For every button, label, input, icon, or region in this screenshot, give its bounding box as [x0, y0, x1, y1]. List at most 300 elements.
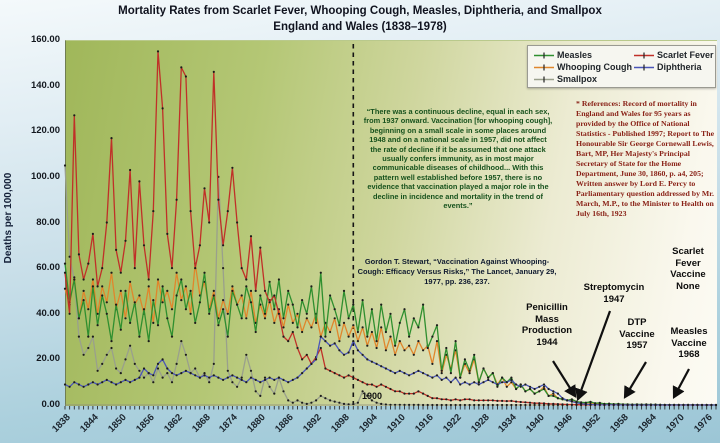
data-point [487, 399, 489, 401]
data-point [73, 114, 75, 116]
data-point [380, 383, 382, 385]
data-point [227, 336, 229, 338]
event-label-measles-vaccine-1968 [671, 326, 708, 361]
data-point [650, 404, 652, 406]
data-point [106, 354, 108, 356]
legend-marker-icon [534, 63, 554, 72]
data-point [194, 267, 196, 269]
data-point [482, 399, 484, 401]
data-point [338, 374, 340, 376]
legend-marker-icon [534, 51, 554, 60]
data-point [92, 278, 94, 280]
data-point [348, 317, 350, 319]
data-point [510, 404, 512, 406]
data-point [124, 317, 126, 319]
legend-label: Whooping Cough [557, 62, 632, 72]
data-point [431, 377, 433, 379]
legend-label: Smallpox [557, 74, 598, 84]
data-point [250, 235, 252, 237]
data-point [455, 340, 457, 342]
data-point [236, 221, 238, 223]
data-point [459, 404, 461, 406]
data-point [538, 390, 540, 392]
data-point [87, 347, 89, 349]
chart-title-line1: Mortality Rates from Scarlet Fever, Whooping Cough, Measles, Diphtheria, and Smallpox [118, 5, 602, 17]
data-point [380, 304, 382, 306]
data-point [185, 75, 187, 77]
data-point [106, 379, 108, 381]
y-tick-label: 0.00 [41, 399, 60, 410]
data-point [143, 244, 145, 246]
data-point [641, 404, 643, 406]
data-point [366, 345, 368, 347]
data-point [92, 381, 94, 383]
data-point [403, 372, 405, 374]
data-point [152, 381, 154, 383]
data-point [538, 402, 540, 404]
data-point [143, 308, 145, 310]
data-point [450, 399, 452, 401]
data-point [366, 383, 368, 385]
data-point [510, 400, 512, 402]
data-point [399, 322, 401, 324]
event-label-line: Measles [670, 326, 708, 337]
data-point [78, 336, 80, 338]
data-point [282, 379, 284, 381]
data-point [157, 278, 159, 280]
data-point [273, 294, 275, 296]
data-point [408, 374, 410, 376]
y-tick-label: 60.00 [36, 262, 60, 274]
data-point [376, 363, 378, 365]
data-point [496, 383, 498, 385]
data-point [273, 322, 275, 324]
data-point [203, 187, 205, 189]
data-point [64, 288, 66, 290]
data-point [464, 358, 466, 360]
data-point [245, 381, 247, 383]
data-point [310, 285, 312, 287]
data-point [162, 285, 164, 287]
data-point [134, 267, 136, 269]
data-point [529, 386, 531, 388]
data-point [92, 285, 94, 287]
data-point [496, 400, 498, 402]
data-point [241, 267, 243, 269]
data-point [264, 313, 266, 315]
data-point [394, 354, 396, 356]
data-point [138, 294, 140, 296]
data-point [292, 304, 294, 306]
x-tick-label: 1958 [608, 412, 631, 435]
data-point [506, 386, 508, 388]
data-point [282, 390, 284, 392]
data-point [408, 404, 410, 406]
event-label-line: Production [521, 325, 573, 337]
data-point [287, 381, 289, 383]
event-label-line: Scarlet [672, 246, 704, 257]
data-point [73, 278, 75, 280]
data-point [399, 390, 401, 392]
data-point [287, 290, 289, 292]
data-point [69, 313, 71, 315]
data-point [645, 404, 647, 406]
data-point [352, 403, 354, 405]
data-point [469, 398, 471, 400]
data-point [306, 367, 308, 369]
data-point [366, 358, 368, 360]
data-point [97, 285, 99, 287]
data-point [394, 404, 396, 406]
data-point [492, 399, 494, 401]
data-point [515, 388, 517, 390]
x-tick-label: 1916 [412, 412, 436, 435]
data-point [445, 377, 447, 379]
data-point [464, 404, 466, 406]
data-point [217, 199, 219, 201]
data-point [385, 386, 387, 388]
data-point [278, 377, 280, 379]
data-point [120, 272, 122, 274]
data-point [227, 210, 229, 212]
data-point [589, 401, 591, 403]
data-point [64, 272, 66, 274]
event-label-line: Fever [675, 257, 701, 269]
data-point [445, 398, 447, 400]
data-point [110, 137, 112, 139]
event-label-line: Vaccine [670, 269, 706, 281]
data-point [185, 308, 187, 310]
data-point [199, 301, 201, 303]
data-point [148, 285, 150, 287]
data-point [487, 404, 489, 406]
data-point [654, 404, 656, 406]
data-point [217, 377, 219, 379]
data-point [152, 322, 154, 324]
data-point [324, 336, 326, 338]
data-point [269, 301, 271, 303]
data-point [403, 308, 405, 310]
data-point [469, 404, 471, 406]
data-point [162, 358, 164, 360]
data-point [73, 276, 75, 278]
data-point [227, 313, 229, 315]
data-point [222, 379, 224, 381]
data-point [501, 381, 503, 383]
data-point [482, 404, 484, 406]
data-point [529, 402, 531, 404]
data-point [431, 404, 433, 406]
data-point [129, 381, 131, 383]
data-point [403, 393, 405, 395]
data-point [301, 372, 303, 374]
data-point [408, 336, 410, 338]
data-point [348, 403, 350, 405]
data-point [431, 363, 433, 365]
data-point [301, 358, 303, 360]
data-point [296, 326, 298, 328]
quote-attribution: Gordon T. Stewart, “Vaccination Against Whooping-Cough: Efficacy Versus Risks,” The Lancet, January 29, 1977, pp. 236, 237. [357, 257, 557, 286]
y-tick-label: 80.00 [36, 216, 60, 228]
data-point [157, 367, 159, 369]
x-tick-label: 1946 [552, 412, 575, 435]
data-point [315, 399, 317, 401]
data-point [264, 290, 266, 292]
data-point [520, 404, 522, 406]
data-point [403, 349, 405, 351]
data-point [343, 377, 345, 379]
data-point [534, 393, 536, 395]
data-point [501, 404, 503, 406]
data-point [575, 404, 577, 406]
data-point [478, 399, 480, 401]
x-tick-label: 1892 [301, 412, 324, 435]
data-point [110, 340, 112, 342]
data-point [124, 240, 126, 242]
data-point [417, 390, 419, 392]
x-tick-label: 1904 [356, 412, 380, 435]
data-point [320, 336, 322, 338]
data-point [534, 402, 536, 404]
data-point [348, 374, 350, 376]
data-point [148, 372, 150, 374]
data-point [231, 290, 233, 292]
data-point [334, 372, 336, 374]
data-point [450, 381, 452, 383]
data-point [627, 404, 629, 406]
data-point [110, 347, 112, 349]
data-point [678, 404, 680, 406]
data-point [524, 404, 526, 406]
data-point [97, 370, 99, 372]
data-point [101, 285, 103, 287]
data-point [306, 317, 308, 319]
event-label-line: Penicillin [526, 302, 568, 313]
data-point [278, 313, 280, 315]
data-point [287, 304, 289, 306]
data-point [97, 383, 99, 385]
legend-item-measles [534, 50, 632, 60]
data-point [422, 349, 424, 351]
data-point [585, 403, 587, 405]
data-point [176, 374, 178, 376]
data-point [180, 66, 182, 68]
data-point [464, 398, 466, 400]
data-point [348, 336, 350, 338]
data-point [445, 404, 447, 406]
data-point [389, 370, 391, 372]
data-point [371, 308, 373, 310]
legend-marker-icon [634, 51, 654, 60]
data-point [73, 381, 75, 383]
data-point [357, 379, 359, 381]
data-point [464, 381, 466, 383]
data-point [106, 313, 108, 315]
data-point [176, 272, 178, 274]
data-point [282, 317, 284, 319]
data-point [520, 401, 522, 403]
data-point [561, 403, 563, 405]
data-point [250, 377, 252, 379]
data-point [380, 365, 382, 367]
references-text: * References: Record of mortality in England and Wales for 95 years as provided by the Office of National Statistics - Published 1997; Report to The Honourable Sir George Cornewall Lewis, Bart, MP, Her Majesty's Principal Secretary of State for the Home Department, June 30, 1860, p. a4, 205; Written answer by Lord E. Percy to Parliamentary question addressed by Mr. March, M.P., to the Minister to Health on July 16th, 1923 [576, 99, 715, 218]
data-point [696, 404, 698, 406]
data-point [357, 349, 359, 351]
data-point [101, 294, 103, 296]
data-point [380, 326, 382, 328]
data-point [520, 383, 522, 385]
data-point [64, 383, 66, 385]
data-point [231, 374, 233, 376]
data-point [110, 381, 112, 383]
x-tick-label: 1838 [50, 412, 73, 435]
data-point [176, 199, 178, 201]
data-point [194, 374, 196, 376]
x-tick-label: 1868 [189, 412, 213, 435]
data-point [408, 393, 410, 395]
data-point [548, 403, 550, 405]
x-tick-label: 1940 [524, 412, 548, 435]
data-point [324, 367, 326, 369]
data-point [389, 404, 391, 406]
data-point [259, 247, 261, 249]
data-point [710, 404, 712, 406]
data-point [287, 399, 289, 401]
data-point [371, 331, 373, 333]
data-point [329, 399, 331, 401]
data-point [208, 377, 210, 379]
x-tick-label: 1850 [105, 412, 129, 435]
data-point [329, 345, 331, 347]
data-point [199, 377, 201, 379]
data-point [180, 278, 182, 280]
data-point [241, 317, 243, 319]
data-point [417, 340, 419, 342]
data-point [529, 388, 531, 390]
data-point [394, 390, 396, 392]
data-point [185, 370, 187, 372]
data-point [715, 404, 717, 406]
data-point [255, 290, 257, 292]
data-point [134, 301, 136, 303]
data-point [282, 326, 284, 328]
data-point [482, 381, 484, 383]
data-point [496, 404, 498, 406]
data-point [362, 354, 364, 356]
data-point [245, 278, 247, 280]
data-point [129, 169, 131, 171]
data-point [389, 313, 391, 315]
data-point [557, 393, 559, 395]
data-point [450, 372, 452, 374]
data-point [87, 336, 89, 338]
data-point [673, 404, 675, 406]
data-point [296, 313, 298, 315]
chart-canvas [65, 40, 716, 413]
data-point [668, 404, 670, 406]
data-point [222, 308, 224, 310]
data-point [92, 336, 94, 338]
data-point [190, 210, 192, 212]
data-point [143, 377, 145, 379]
data-point [487, 379, 489, 381]
data-point [162, 301, 164, 303]
data-point [115, 304, 117, 306]
event-label-line: 1944 [536, 336, 558, 348]
data-point [422, 372, 424, 374]
data-point [236, 386, 238, 388]
data-point [87, 263, 89, 265]
data-point [436, 324, 438, 326]
data-point [185, 354, 187, 356]
data-point [292, 322, 294, 324]
data-point [371, 361, 373, 363]
data-point [701, 404, 703, 406]
data-point [334, 308, 336, 310]
legend-label: Measles [557, 50, 593, 60]
data-point [134, 363, 136, 365]
data-point [557, 403, 559, 405]
data-point [324, 397, 326, 399]
data-point [571, 403, 573, 405]
data-point [478, 381, 480, 383]
data-point [436, 340, 438, 342]
x-tick-label: 1856 [133, 412, 157, 435]
data-point [101, 381, 103, 383]
data-point [194, 367, 196, 369]
data-point [176, 363, 178, 365]
data-point [217, 324, 219, 326]
data-point [301, 331, 303, 333]
data-point [203, 374, 205, 376]
data-point [180, 299, 182, 301]
data-point [231, 167, 233, 169]
data-point [92, 233, 94, 235]
data-point [120, 329, 122, 331]
data-point [682, 404, 684, 406]
data-point [110, 272, 112, 274]
data-point [83, 386, 85, 388]
year-1900-label: 1900 [362, 391, 383, 401]
data-point [129, 281, 131, 283]
data-point [166, 317, 168, 319]
data-point [561, 397, 563, 399]
data-point [413, 393, 415, 395]
data-point [166, 367, 168, 369]
data-point [399, 404, 401, 406]
data-point [599, 402, 601, 404]
data-point [83, 354, 85, 356]
data-point [571, 401, 573, 403]
chart-title [0, 4, 720, 35]
data-point [422, 304, 424, 306]
data-point [501, 377, 503, 379]
data-point [171, 372, 173, 374]
data-point [357, 331, 359, 333]
data-point [250, 370, 252, 372]
data-point [552, 395, 554, 397]
data-point [492, 381, 494, 383]
data-point [529, 404, 531, 406]
data-point [431, 397, 433, 399]
data-point [515, 404, 517, 406]
data-point [343, 403, 345, 405]
data-point [315, 322, 317, 324]
data-point [473, 404, 475, 406]
data-point [208, 313, 210, 315]
data-point [264, 379, 266, 381]
data-point [552, 403, 554, 405]
